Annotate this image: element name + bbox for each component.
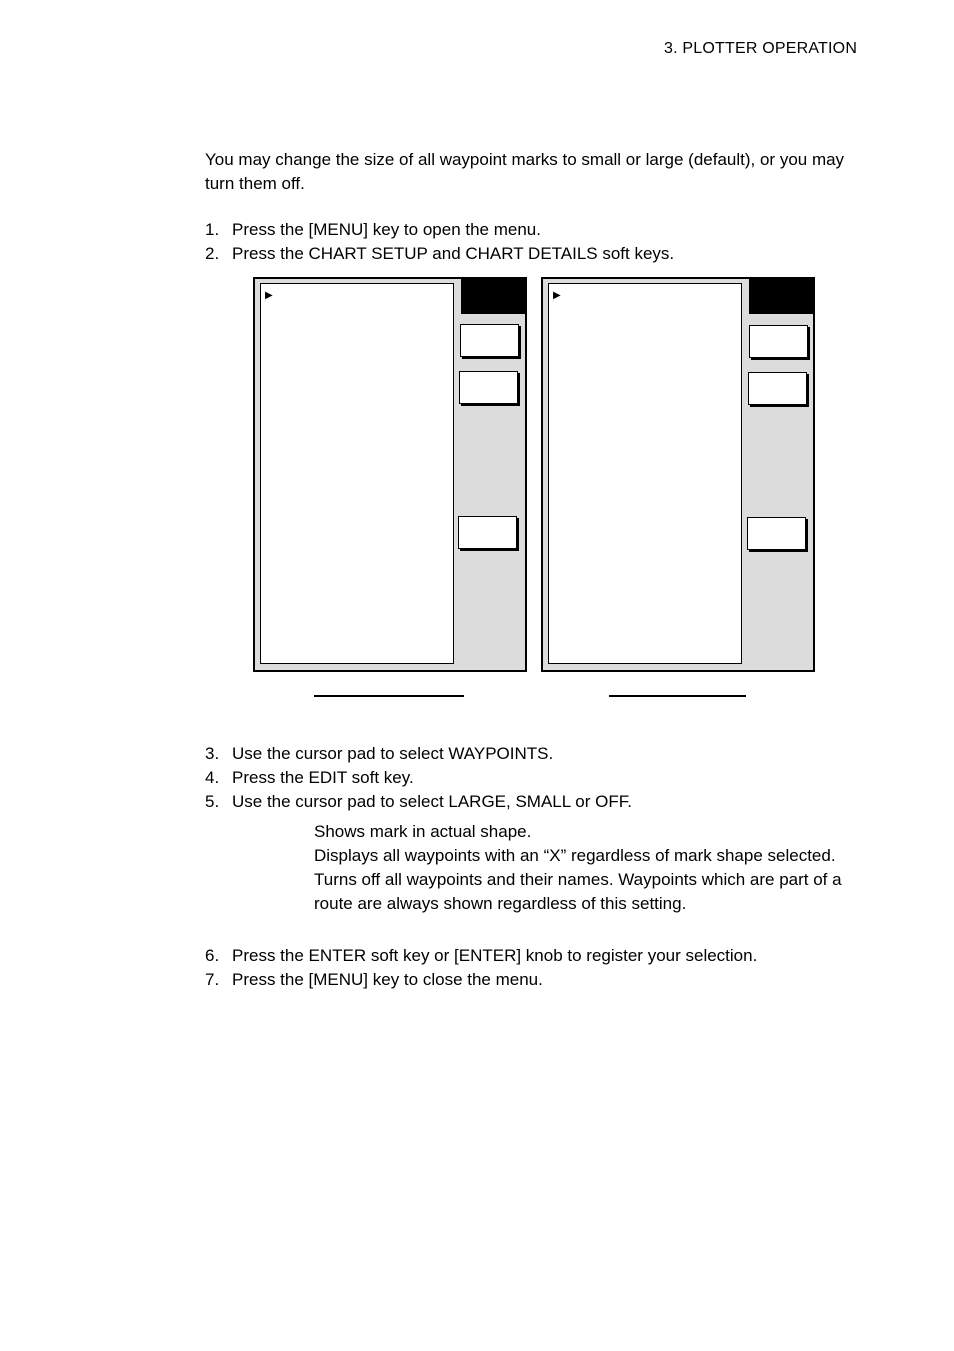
list-item: 6. Press the ENTER soft key or [ENTER] knob to register your selection. (205, 946, 758, 965)
menu-screen-right (541, 277, 815, 672)
list-item: 4. Press the EDIT soft key. (205, 768, 414, 787)
steps-list-c (205, 944, 865, 992)
running-header: 3. PLOTTER OPERATION (664, 40, 858, 57)
figure-caption-underline-right (609, 695, 746, 697)
cursor-arrow-icon: ▶ (553, 290, 561, 301)
soft-key-2[interactable] (459, 371, 518, 404)
definition-off: Turns off all waypoints and their names. Waypoints which are part of a route are always shown regardless of this setting. (314, 870, 842, 913)
figure-caption-underline-left (314, 695, 464, 697)
soft-key-3[interactable] (747, 517, 806, 550)
definition-large: Shows mark in actual shape. (314, 822, 532, 841)
list-item: 3. Use the cursor pad to select WAYPOINTS. (205, 744, 554, 763)
list-item: 7. Press the [MENU] key to close the menu. (205, 970, 543, 989)
soft-key-title-bar (749, 279, 813, 314)
steps-list-a (205, 218, 865, 266)
definition-small: Displays all waypoints with an “X” regardless of mark shape selected. (314, 846, 836, 865)
option-definitions (314, 820, 859, 916)
intro-paragraph: You may change the size of all waypoint marks to small or large (default), or you may turn them off. (205, 150, 845, 193)
soft-key-3[interactable] (458, 516, 517, 549)
cursor-arrow-icon: ▶ (265, 290, 273, 301)
steps-list-b (205, 742, 865, 814)
soft-key-1[interactable] (460, 324, 519, 357)
menu-screen-left (253, 277, 527, 672)
soft-key-2[interactable] (748, 372, 807, 405)
menu-list-panel (260, 283, 454, 664)
soft-key-title-bar (461, 279, 525, 314)
list-item: 1. Press the [MENU] key to open the menu. (205, 220, 541, 239)
list-item: 5. Use the cursor pad to select LARGE, SMALL or OFF. (205, 792, 632, 811)
menu-list-panel (548, 283, 742, 664)
list-item: 2. Press the CHART SETUP and CHART DETAILS soft keys. (205, 244, 675, 263)
soft-key-1[interactable] (749, 325, 808, 358)
